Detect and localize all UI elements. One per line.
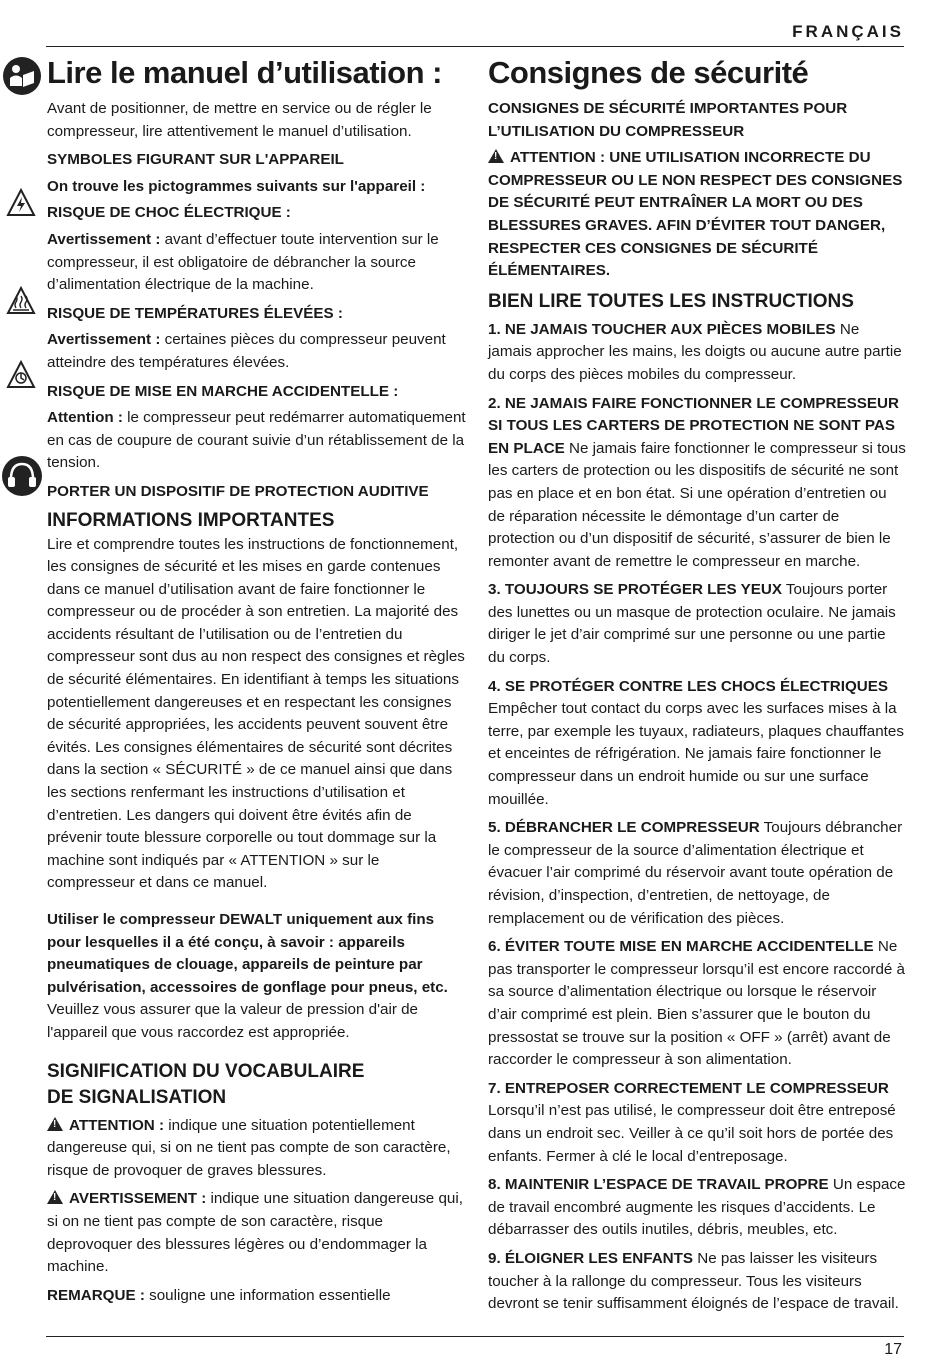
start-heading: RISQUE DE MISE EN MARCHE ACCIDENTELLE : [47, 382, 399, 400]
safety-rule-item: 6. ÉVITER TOUTE MISE EN MARCHE ACCIDENTELLE Ne pas transporter le compresseur lorsqu’il est encore raccordé à sa source d’alimentation électrique ou lorsque le réservoir d’air comprimé est plein. Bien s’assurer que le bouton du pressostat se trouve sur la position « OFF » (arrêt) avant de raccorder le compresseur à son alimentation. [488, 938, 906, 1069]
safety-subtitle: CONSIGNES DE SÉCURITÉ IMPORTANTES POUR L’UTILISATION DU COMPRESSEUR [488, 100, 848, 140]
signal-heading-line1: SIGNIFICATION DU VOCABULAIRE [47, 1060, 365, 1082]
top-rule [46, 46, 904, 47]
warning-triangle-icon [47, 1190, 63, 1204]
heat-paragraph: Avertissement : certaines pièces du compresseur peuvent atteindre des températures élevées. [47, 331, 446, 371]
info-paragraph: Lire et comprendre toutes les instructions de fonctionnement, les consignes de sécurité et les mises en garde contenues dans ce manuel d’utilisation avant de faire fonctionner le compresseur ou de procéder à son entretien. La majorité des accidents résultant de l’utilisation ou de l’entretien du compresseur sont dus au non respect des consignes et règles de sécurité élémentaires. En identifiant à temps les situations potentiellement dangereuses et en respectant les consignes de sécurité appropriées, les accidents peuvent souvent être évités. Les consignes élémentaires de sécurité sont décrites dans la section « SÉCURITÉ » de ce manuel ainsi que dans les sections renfermant les instructions d’utilisation et d’entretien. Les dangers qui doivent être évités afin de prévenir toute blessure corporelle ou tout dommage sur la machine sont indiqués par « ATTENTION » sur le compresseur et dans ce manuel. [47, 535, 465, 892]
safety-rule-item: 8. MAINTENIR L’ESPACE DE TRAVAIL PROPRE Un espace de travail encombré augmente les risques d’accidents. Le débarrasser des outils inutiles, débris, meubles, etc. [488, 1176, 906, 1239]
hearing-heading: PORTER UN DISPOSITIF DE PROTECTION AUDITIVE [47, 482, 429, 500]
left-column [47, 56, 467, 1313]
heat-heading: RISQUE DE TEMPÉRATURES ÉLEVÉES : [47, 304, 343, 322]
remarque-paragraph: REMARQUE : souligne une information essentielle [47, 1286, 391, 1304]
intro-text: Avant de positionner, de mettre en service ou de régler le compresseur, lire attentivement le manuel d’utilisation. [47, 100, 432, 140]
use-paragraph: Utiliser le compresseur DEWALT uniquement aux fins pour lesquelles il a été conçu, à savoir : appareils pneumatiques de clouage, appareils de peinture par pulvérisation, accessoires de gonflage pour pneus, etc. Veuillez vous assurer que la valeur de pression d'air de l'appareil que vous raccordez est appropriée. [47, 911, 448, 1041]
signal-heading-line2: DE SIGNALISATION [47, 1086, 227, 1108]
page-title: Lire le manuel d’utilisation : [47, 55, 442, 90]
hot-surface-icon [6, 286, 36, 316]
safety-rules-list [488, 319, 906, 1316]
symbols-heading: SYMBOLES FIGURANT SUR L'APPAREIL [47, 151, 344, 169]
language-label: FRANÇAIS [792, 22, 904, 41]
safety-warning: !ATTENTION : UNE UTILISATION INCORRECTE DU COMPRESSEUR OU LE NON RESPECT DES CONSIGNES DE SÉCURITÉ PEUT ENTRAÎNER LA MORT OU DES BLESSURES GRAVES. AFIN D’ÉVITER TOUT DANGER, RESPECTER CES CONSIGNES DE SÉCURITÉ ÉLÉMENTAIRES. [488, 147, 906, 283]
symbols-intro: On trouve les pictogrammes suivants sur l'appareil : [47, 177, 426, 195]
info-heading: INFORMATIONS IMPORTANTES [47, 509, 335, 531]
avertissement-paragraph: !AVERTISSEMENT : indique une situation dangereuse qui, si on ne tient pas compte de son caractère, risque deprovoquer des blessures légères ou d’endommager la machine. [47, 1188, 467, 1278]
safety-rule-item: 1. NE JAMAIS TOUCHER AUX PIÈCES MOBILES Ne jamais approcher les mains, les doigts ou aucune autre partie du corps des pièces mobiles du compresseur. [488, 320, 902, 383]
right-column [488, 56, 906, 1322]
attention-paragraph: !ATTENTION : indique une situation potentiellement dangereuse qui, si on ne tient pas compte de son caractère, risque de provoquer de graves blessures. [47, 1115, 467, 1183]
safety-title: Consignes de sécurité [488, 55, 809, 90]
bottom-rule [46, 1336, 904, 1337]
safety-rule-item: 5. DÉBRANCHER LE COMPRESSEUR Toujours débrancher le compresseur de la source d’alimentation électrique et évacuer l’air comprimé du réservoir avant toute opération de révision, d’inspection, d’entretien, de nettoyage, de remplacement ou de vérification des pièces. [488, 819, 903, 927]
safety-rule-item: 7. ENTREPOSER CORRECTEMENT LE COMPRESSEUR Lorsqu’il n’est pas utilisé, le compresseur doit être entreposé dans un endroit sec. Veiller à ce qu’il soit hors de portée des enfants. Fermer à clé le local d’entreposage. [488, 1079, 896, 1165]
page-number: 17 [884, 1341, 902, 1358]
safety-rule-item: 9. ÉLOIGNER LES ENFANTS Ne pas laisser les visiteurs toucher à la rallonge du compresseur. Tous les visiteurs devront se tenir suffisamment éloignés de l’espace de travail. [488, 1249, 899, 1313]
warning-triangle-icon [488, 149, 504, 163]
safety-rule-item: 3. TOUJOURS SE PROTÉGER LES YEUX Toujours porter des lunettes ou un masque de protection oculaire. Ne jamais diriger le jet d’air comprimé sur une personne ou une partie du corps. [488, 581, 896, 667]
warning-triangle-icon [47, 1117, 63, 1131]
shock-paragraph: Avertissement : avant d’effectuer toute intervention sur le compresseur, il est obligatoire de débrancher la source d’alimentation électrique de la machine. [47, 230, 439, 294]
safety-rule-item: 2. NE JAMAIS FAIRE FONCTIONNER LE COMPRESSEUR SI TOUS LES CARTERS DE PROTECTION NE SONT PAS EN PLACE Ne jamais faire fonctionner le compresseur si tous les carters de protection ou les dispositifs de sécurité ne sont pas en place et en bon état. Si une opération d’entretien ou de réparation nécessite le démontage d’un carter de protection ou d’un dispositif de sécurité, s’assurer de bien le remonter avant de remettre le compresseur en marche. [488, 394, 906, 570]
safety-rule-item: 4. SE PROTÉGER CONTRE LES CHOCS ÉLECTRIQUES Empêcher tout contact du corps avec les surfaces mises à la terre, par exemple les tuyaux, radiateurs, plaques chauffantes et enceintes de réfrigération. Ne jamais faire fonctionner le compresseur dans un endroit humide ou sur une surface mouillée. [488, 677, 904, 808]
read-manual-icon [2, 56, 42, 96]
accidental-start-icon [6, 360, 36, 390]
electric-shock-icon [6, 188, 36, 218]
start-paragraph: Attention : le compresseur peut redémarrer automatiquement en cas de coupure de courant suivie d’un rétablissement de la tension. [47, 409, 466, 472]
read-instructions-heading: BIEN LIRE TOUTES LES INSTRUCTIONS [488, 290, 854, 312]
shock-heading: RISQUE DE CHOC ÉLECTRIQUE : [47, 204, 291, 222]
hearing-protection-icon [1, 455, 43, 497]
